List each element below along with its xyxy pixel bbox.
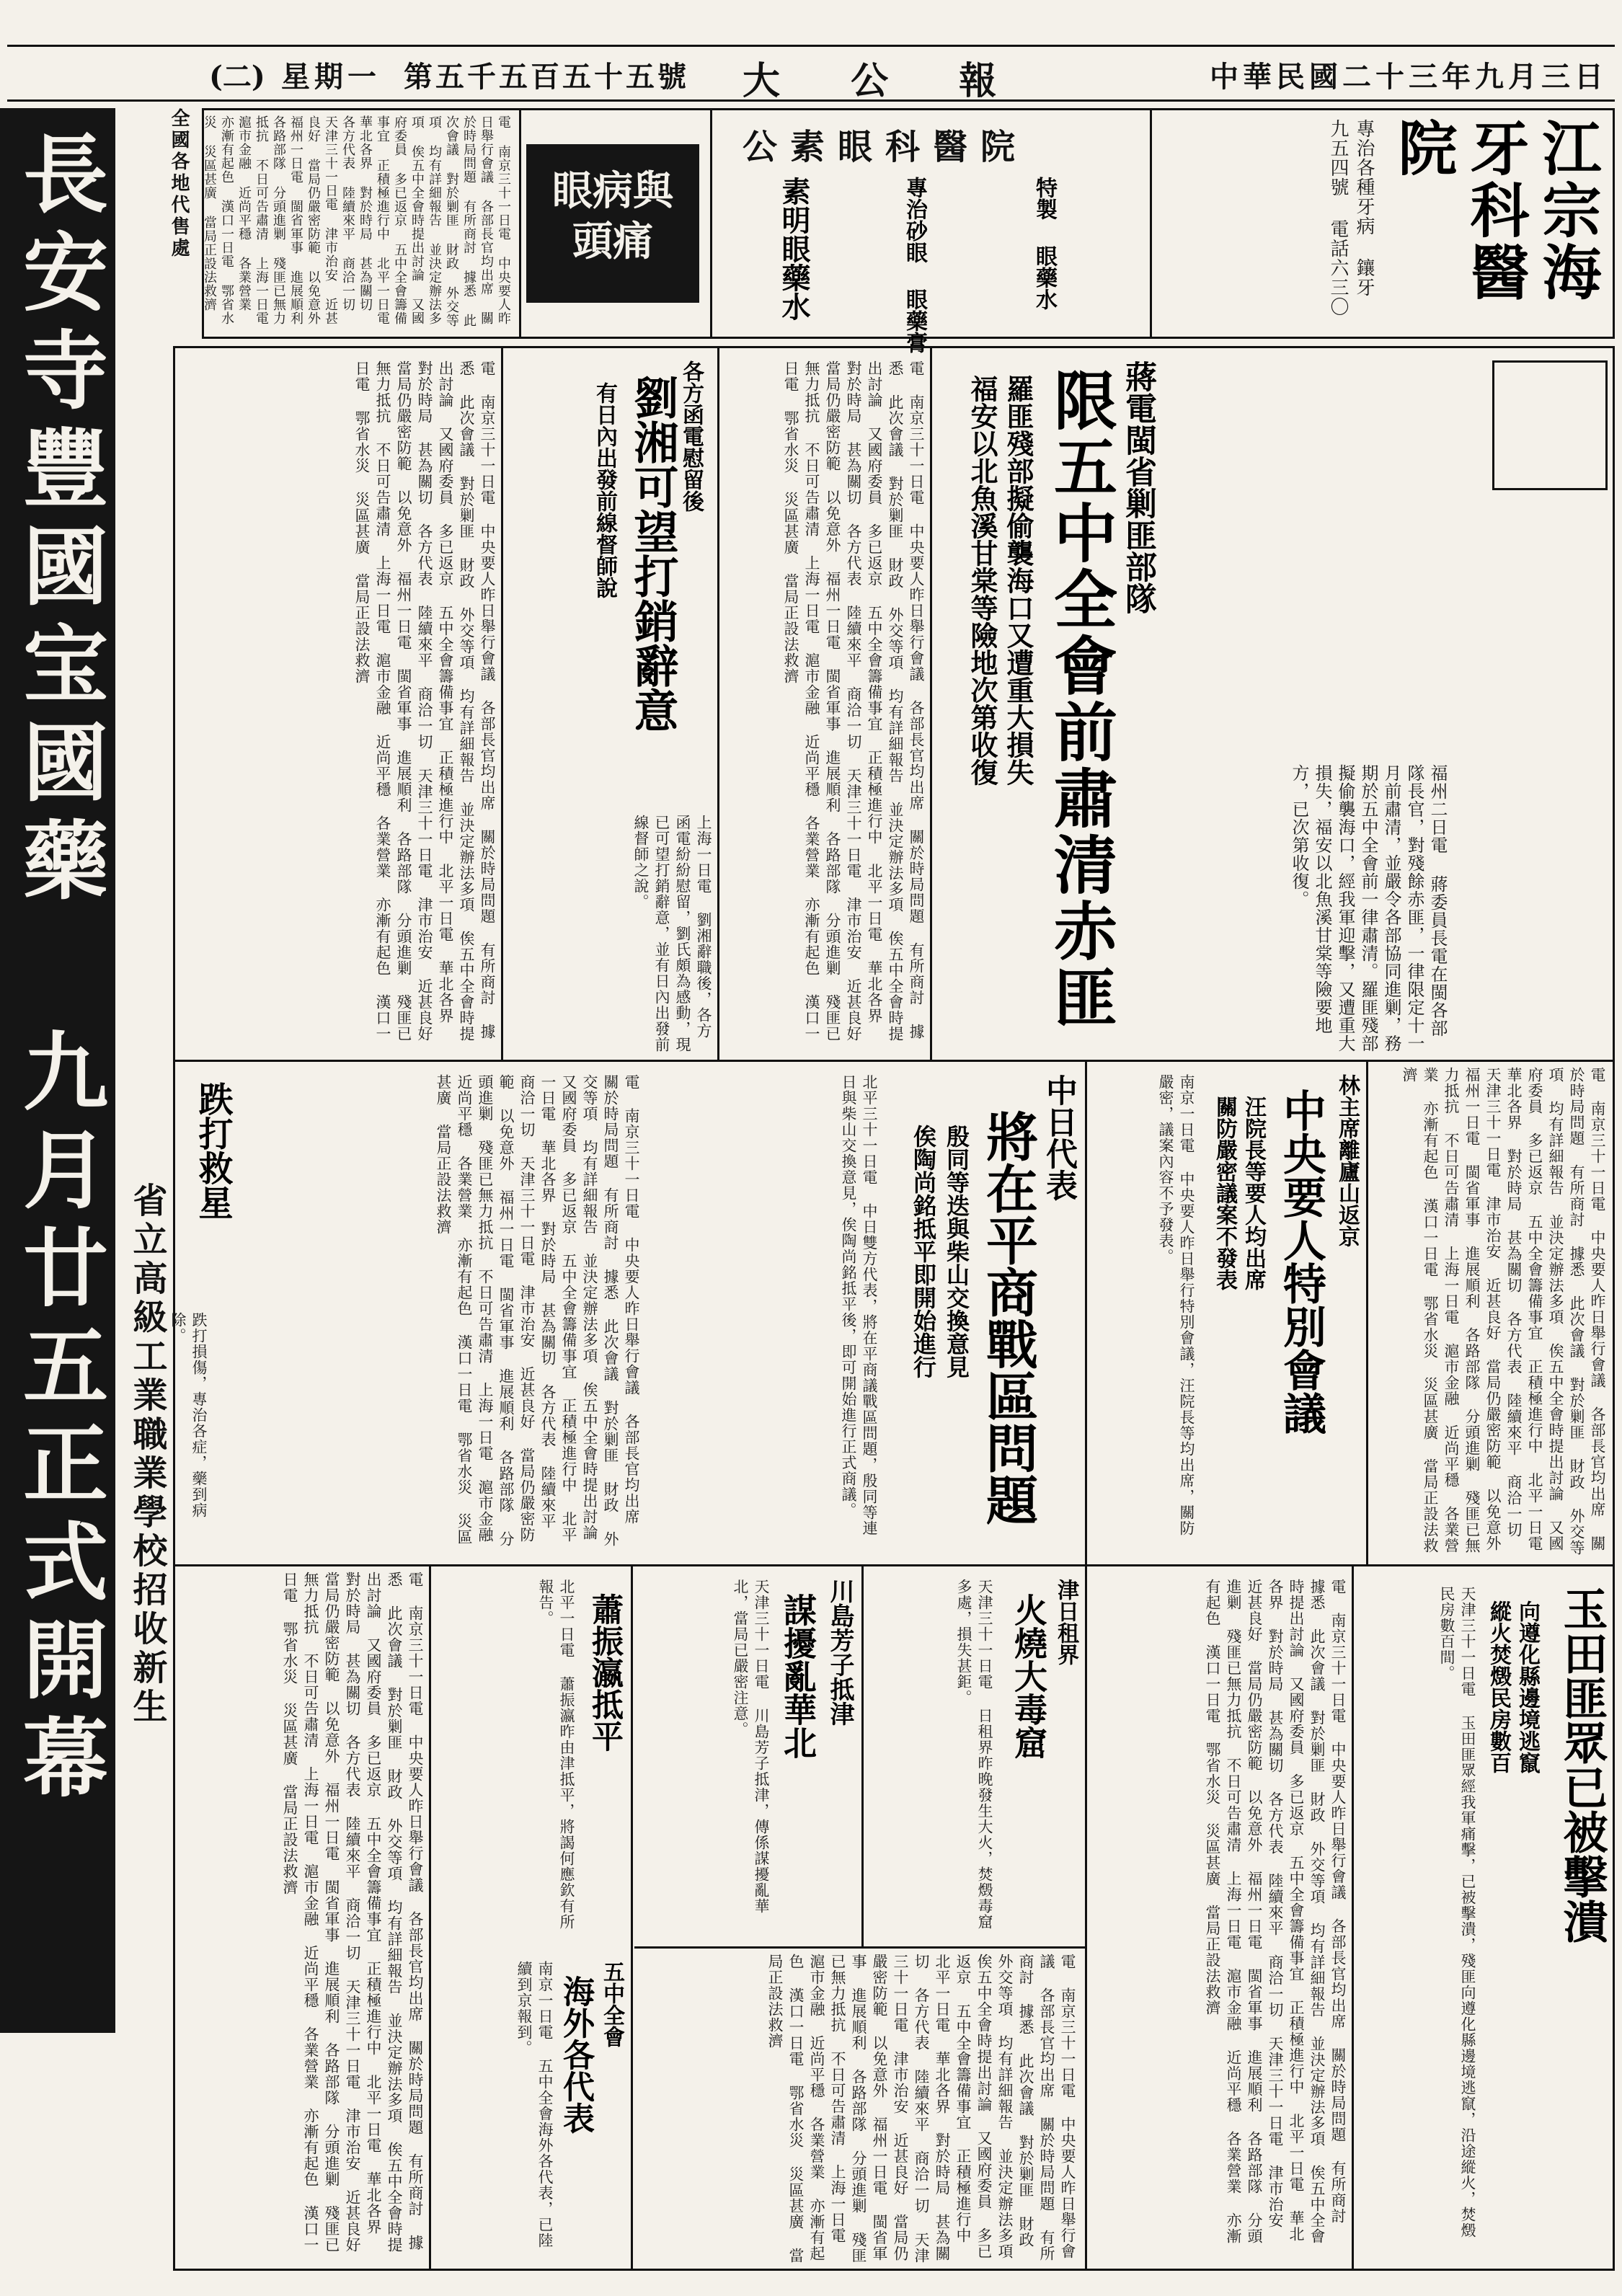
eye-product-1: 特製 眼藥水 bbox=[1032, 177, 1057, 310]
lower-left-filler: 電 南京三十一日電 中央要人昨日舉行會議 各部長官均出席 關於時局問題 有所商討 據悉 此次會議 對於剿匪 財政 外交等項 均有詳細報告 並決定辦法多項 俟五中全會時提出討論 又國府委員 多已返京 五中全會籌備事宜 正積極進行中 北平一日電 華北各界 對於時局 甚為關切 各方代表 陸續來平 商洽一切 天津三十一日電 津市治安 近甚良好 當局仍嚴密防範 以免意外 福州一日電 閩省軍事 進展順利 各路部隊 分頭進剿 殘匪已無力抵抗 不日可告肅清 上海一日電 滬市金融 近尚平穩 各業營業 亦漸有起色 漢口一日電 鄂省水災 災區甚廣 當局正設法救濟 bbox=[281, 1572, 424, 2253]
a2-body-filler: 電 南京三十一日電 中央要人昨日舉行會議 各部長官均出席 關於時局問題 有所商討 據悉 此次會議 對於剿匪 財政 外交等項 均有詳細報告 並決定辦法多項 俟五中全會時提出討論 又國府委員 多已返京 五中全會籌備事宜 正積極進行中 北平一日電 華北各界 對於時局 甚為關切 各方代表 陸續來平 商洽一切 天津三十一日電 津市治安 近甚良好 當局仍嚴密防範 以免意外 福州一日電 閩省軍事 進展順利 各路部隊 分頭進剿 殘匪已無力抵抗 不日可告肅清 上海一日電 滬市金融 近尚平穩 各業營業 亦漸有起色 漢口一日電 鄂省水災 災區甚廣 當局正設法救濟 bbox=[353, 360, 496, 1042]
article-3 bbox=[887, 1067, 1081, 1557]
a1-pre: 蔣電閩省剿匪部隊 bbox=[1120, 360, 1156, 614]
a4-pre: 林主席離廬山返京 bbox=[1334, 1074, 1360, 1247]
article-4 bbox=[1089, 1067, 1362, 1557]
eye-product-2: 專治砂眼 眼藥膏 bbox=[902, 177, 927, 353]
a2-pre: 各方函電慰留後 bbox=[678, 360, 704, 512]
a3-pre: 中日代表 bbox=[1040, 1074, 1077, 1201]
a3-body: 北平三十一日電 中日雙方代表，將在平商議戰區問題，殷同等連日與柴山交換意見，俟陶尚銘抵平後，即可開始進行正式商議。 bbox=[840, 1074, 878, 1536]
a6-headline: 火燒大毒窟 bbox=[1009, 1593, 1048, 1759]
article-5 bbox=[1355, 1572, 1608, 2264]
left-ad-note: 全國各地代售處 bbox=[168, 108, 190, 260]
mid-left-filler: 電 南京三十一日電 中央要人昨日舉行會議 各部長官均出席 關於時局問題 有所商討 據悉 此次會議 對於剿匪 財政 外交等項 均有詳細報告 並決定辦法多項 俟五中全會時提出討論 又國府委員 多已返京 五中全會籌備事宜 正積極進行中 北平一日電 華北各界 對於時局 甚為關切 各方代表 陸續來平 商洽一切 天津三十一日電 津市治安 近甚良好 當局仍嚴密防範 以免意外 福州一日電 閩省軍事 進展順利 各路部隊 分頭進剿 殘匪已無力抵抗 不日可告肅清 上海一日電 滬市金融 近尚平穩 各業營業 亦漸有起色 漢口一日電 鄂省水災 災區甚廣 當局正設法救濟 bbox=[435, 1074, 640, 1547]
a7-headline: 謀擾亂華北 bbox=[779, 1593, 817, 1759]
a1-body-text: 福州二日電 蔣委員長電在閩各部隊長官，對殘餘赤匪，一律限定十一月前肅清，並嚴令各部協同進剿，務期於五中全會前一律肅清。羅匪殘部擬偷襲海口，經我軍迎擊，又遭重大損失，福安以北魚溪甘棠等險要地方，已次第收復。 bbox=[1289, 764, 1448, 1052]
a1-subhead: 羅匪殘部擬偷襲海口又遭重大損失 bbox=[1002, 375, 1034, 786]
article-9 bbox=[433, 1954, 627, 2264]
a5-subhead-2: 縱火焚燬民房數百 bbox=[1486, 1600, 1511, 1773]
paper-name: 大 公 報 bbox=[743, 59, 1026, 103]
clinic-ad bbox=[1153, 112, 1608, 335]
eye-ad-main: 眼病與頭痛 bbox=[552, 167, 673, 265]
a2-body: 上海一日電 劉湘辭職後，各方函電紛紛慰留，劉氏頗為感動，現已可望打銷辭意，並有日內出發前線督師之說。 bbox=[632, 815, 712, 1052]
a2-subhead: 有日內出發前線督師說 bbox=[592, 382, 617, 598]
a7-body: 天津三十一日電 川島芳子抵津，傳係謀擾亂華北，當局已嚴密注意。 bbox=[732, 1579, 770, 1914]
a8-body: 北平一日電 蕭振瀛昨由津抵平，將謁何應欽有所報告。 bbox=[537, 1579, 575, 1930]
article-2 bbox=[505, 353, 714, 1060]
a3-headline: 將在平商戰區問題 bbox=[978, 1110, 1039, 1525]
left-masthead-ad bbox=[0, 108, 115, 2033]
a5-subhead: 向遵化縣邊境逃竄 bbox=[1515, 1600, 1540, 1773]
a4-headline: 中央要人特別會議 bbox=[1276, 1089, 1326, 1435]
zhongwai-label bbox=[1492, 360, 1608, 490]
article-6 bbox=[865, 1572, 1081, 1946]
header-date: 中華民國二十三年九月三日 bbox=[1210, 60, 1608, 94]
a6-pre: 津日租界 bbox=[1053, 1579, 1078, 1665]
a9-pre: 五中全會 bbox=[599, 1961, 624, 2047]
eye-ad-box bbox=[526, 144, 699, 303]
lower-mid-filler: 電 南京三十一日電 中央要人昨日舉行會議 各部長官均出席 關於時局問題 有所商討 據悉 此次會議 對於剿匪 財政 外交等項 均有詳細報告 並決定辦法多項 俟五中全會時提出討論 又國府委員 多已返京 五中全會籌備事宜 正積極進行中 北平一日電 華北各界 對於時局 甚為關切 各方代表 陸續來平 商洽一切 天津三十一日電 津市治安 近甚良好 當局仍嚴密防範 以免意外 福州一日電 閩省軍事 進展順利 各路部隊 分頭進剿 殘匪已無力抵抗 不日可告肅清 上海一日電 滬市金融 近尚平穩 各業營業 亦漸有起色 漢口一日電 鄂省水災 災區甚廣 當局正設法救濟 bbox=[766, 1954, 1076, 2264]
a4-body: 南京一日電 中央要人昨日舉行特別會議，汪院長等均出席，關防嚴密，議案內容不予發表。 bbox=[1157, 1074, 1195, 1536]
a9-body: 南京一日電 五中全會海外各代表，已陸續到京報到。 bbox=[515, 1961, 554, 2248]
issue-number: 第五千五百五十五號 bbox=[404, 60, 689, 94]
a3-subhead-2: 俟陶尚銘抵平即開始進行 bbox=[910, 1125, 937, 1378]
a1-subhead-2: 福安以北魚溪甘棠等險地次第收復 bbox=[966, 375, 998, 786]
article-7 bbox=[634, 1572, 858, 1946]
a9-headline: 海外各代表 bbox=[557, 1975, 594, 2134]
mid-right-filler: 電 南京三十一日電 中央要人昨日舉行會議 各部長官均出席 關於時局問題 有所商討 據悉 此次會議 對於剿匪 財政 外交等項 均有詳細報告 並決定辦法多項 俟五中全會時提出討論 又國府委員 多已返京 五中全會籌備事宜 正積極進行中 北平一日電 華北各界 對於時局 甚為關切 各方代表 陸續來平 商洽一切 天津三十一日電 津市治安 近甚良好 當局仍嚴密防範 以免意外 福州一日電 閩省軍事 進展順利 各路部隊 分頭進剿 殘匪已無力抵抗 不日可告肅清 上海一日電 滬市金融 近尚平穩 各業營業 亦漸有起色 漢口一日電 鄂省水災 災區甚廣 當局正設法救濟 bbox=[1401, 1067, 1606, 1556]
a2-headline: 劉湘可望打銷辭意 bbox=[626, 375, 679, 732]
a6-body: 天津三十一日電 日租界昨晚發生大火，焚燬毒窟多處，損失甚鉅。 bbox=[955, 1579, 993, 1930]
a5-body: 天津三十一日電 玉田匪眾經我軍痛擊，已被擊潰，殘匪向遵化縣邊境逃竄，沿途縱火，焚燬民房數百間。 bbox=[1438, 1586, 1476, 2238]
clinic-name: 江宗海牙科醫院 bbox=[1388, 118, 1602, 303]
article-8 bbox=[433, 1572, 627, 1946]
vocational-school-ad: 省立高級工業職業學校招收新生 bbox=[127, 1182, 167, 1727]
page-number: (二) bbox=[209, 60, 265, 94]
eye-hospital-ad bbox=[714, 112, 1146, 353]
a4-subhead-2: 關防嚴密議案不發表 bbox=[1212, 1096, 1237, 1290]
clinic-details: 專治各種牙病 鑲牙 九五四號 電話六三〇 bbox=[1327, 119, 1375, 316]
lower-center-filler: 電 南京三十一日電 中央要人昨日舉行會議 各部長官均出席 關於時局問題 有所商討 據悉 此次會議 對於剿匪 財政 外交等項 均有詳細報告 並決定辦法多項 俟五中全會時提出討論 又國府委員 多已返京 五中全會籌備事宜 正積極進行中 北平一日電 華北各界 對於時局 甚為關切 各方代表 陸續來平 商洽一切 天津三十一日電 津市治安 近甚良好 當局仍嚴密防範 以免意外 福州一日電 閩省軍事 進展順利 各路部隊 分頭進剿 殘匪已無力抵抗 不日可告肅清 上海一日電 滬市金融 近尚平穩 各業營業 亦漸有起色 漢口一日電 鄂省水災 災區甚廣 當局正設法救濟 bbox=[1204, 1579, 1347, 2244]
a10-headline: 跌打救星 bbox=[192, 1081, 233, 1220]
small-ads-left: 電 南京三十一日電 中央要人昨日舉行會議 各部長官均出席 關於時局問題 有所商討 據悉 此次會議 對於剿匪 財政 外交等項 均有詳細報告 並決定辦法多項 俟五中全會時提出討論 又國府委員 多已返京 五中全會籌備事宜 正積極進行中 北平一日電 華北各界 對於時局 甚為關切 各方代表 陸續來平 商洽一切 天津三十一日電 津市治安 近甚良好 當局仍嚴密防範 以免意外 福州一日電 閩省軍事 進展順利 各路部隊 分頭進剿 殘匪已無力抵抗 不日可告肅清 上海一日電 滬市金融 近尚平穩 各業營業 亦漸有起色 漢口一日電 鄂省水災 災區甚廣 當局正設法救濟 bbox=[202, 115, 511, 327]
a10-body: 跌打損傷，專治各症，藥到病除。 bbox=[169, 1312, 208, 1518]
weekday: 星期一 bbox=[281, 60, 381, 94]
a1-body-filler: 電 南京三十一日電 中央要人昨日舉行會議 各部長官均出席 關於時局問題 有所商討 據悉 此次會議 對於剿匪 財政 外交等項 均有詳細報告 並決定辦法多項 俟五中全會時提出討論 又國府委員 多已返京 五中全會籌備事宜 正積極進行中 北平一日電 華北各界 對於時局 甚為關切 各方代表 陸續來平 商洽一切 天津三十一日電 津市治安 近甚良好 當局仍嚴密防範 以免意外 福州一日電 閩省軍事 進展順利 各路部隊 分頭進剿 殘匪已無力抵抗 不日可告肅清 上海一日電 滬市金融 近尚平穩 各業營業 亦漸有起色 漢口一日電 鄂省水災 災區甚廣 當局正設法救濟 bbox=[782, 360, 925, 1042]
a1-headline: 限五中全會前肅清赤匪 bbox=[1044, 368, 1119, 1031]
a5-headline: 玉田匪眾已被擊潰 bbox=[1556, 1586, 1608, 1943]
a3-subhead: 殷同等迭與柴山交換意見 bbox=[943, 1125, 970, 1378]
eye-hospital-name: 公素眼科醫院 bbox=[743, 127, 1029, 167]
a7-pre: 川島芳子抵津 bbox=[825, 1579, 854, 1726]
eye-product-3: 素明眼藥水 bbox=[777, 177, 811, 321]
article-10 bbox=[169, 1074, 245, 1550]
a4-subhead: 汪院長等要人均出席 bbox=[1241, 1096, 1266, 1290]
a8-headline: 蕭振瀛抵平 bbox=[586, 1593, 623, 1752]
masthead-ad-text: 長安寺豐國宝國藥 九月廿五正式開幕 bbox=[9, 130, 109, 1812]
